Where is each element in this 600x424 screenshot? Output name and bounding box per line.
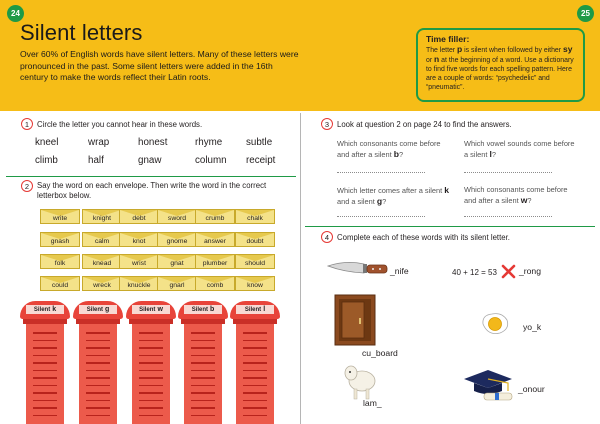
envelope-word: could (51, 281, 69, 289)
writing-line[interactable] (191, 407, 215, 409)
envelope-word: sword (167, 214, 187, 222)
postbox-label (26, 305, 64, 314)
writing-line[interactable] (86, 370, 110, 372)
header-band (0, 0, 600, 111)
envelope-card[interactable] (40, 276, 80, 291)
writing-line[interactable] (33, 347, 57, 349)
writing-line[interactable] (243, 385, 267, 387)
q4-word-honour[interactable]: _onour (518, 384, 545, 394)
writing-line[interactable] (33, 392, 57, 394)
writing-line[interactable] (243, 362, 267, 364)
writing-line[interactable] (86, 415, 110, 417)
postbox-label-text: Silent (191, 306, 209, 313)
envelope-word: should (244, 259, 266, 267)
question-number-3: 3 (321, 118, 333, 130)
writing-line[interactable] (191, 340, 215, 342)
q4-word-wrong[interactable]: _rong (519, 266, 541, 276)
postbox-label-text: Silent (244, 306, 262, 313)
envelope-word: knuckle (127, 281, 151, 289)
q1-word[interactable]: subtle (246, 137, 273, 148)
writing-line[interactable] (191, 362, 215, 364)
postbox-body (79, 324, 117, 424)
envelope-word: plumber (202, 259, 228, 267)
page-number-right: 25 (577, 5, 594, 22)
question-4-text: Complete each of these words with its silent letter. (337, 233, 510, 242)
writing-line[interactable] (86, 385, 110, 387)
writing-line[interactable] (191, 400, 215, 402)
cupboard-icon (334, 294, 376, 346)
envelope-word: gnome (166, 237, 188, 245)
writing-line[interactable] (243, 415, 267, 417)
postbox-letter: l (263, 306, 266, 313)
envelope-word: knot (132, 237, 146, 245)
divider-q3 (305, 226, 595, 227)
writing-line[interactable] (86, 340, 110, 342)
envelope-card[interactable] (119, 232, 159, 247)
envelope-word: answer (204, 237, 226, 245)
egg-yolk-icon (480, 312, 510, 336)
q3-prompt-4: Which consonants come before and after a silent w? (464, 185, 568, 205)
writing-line[interactable] (33, 407, 57, 409)
lamb-icon (343, 361, 379, 401)
q1-word[interactable]: gnaw (138, 155, 162, 166)
question-2-text: Say the word on each envelope. Then write the word in the correct letterbox below. (37, 181, 267, 200)
q1-word[interactable]: climb (35, 155, 58, 166)
q1-word[interactable]: half (88, 155, 104, 166)
envelope-card[interactable] (157, 232, 197, 247)
envelope-word: debt (132, 214, 146, 222)
writing-line[interactable] (33, 340, 57, 342)
answer-line[interactable] (337, 216, 425, 217)
q4-math: 40 + 12 = 53 (452, 268, 497, 277)
postbox-body (184, 324, 222, 424)
question-number-4: 4 (321, 231, 333, 243)
envelope-word: gnarl (169, 281, 185, 289)
writing-line[interactable] (243, 347, 267, 349)
writing-line[interactable] (139, 392, 163, 394)
writing-line[interactable] (191, 370, 215, 372)
question-1-text: Circle the letter you cannot hear in these words. (37, 120, 203, 129)
q1-word[interactable]: receipt (246, 155, 276, 166)
q4-word-lamb[interactable]: lam_ (363, 398, 382, 408)
writing-line[interactable] (243, 392, 267, 394)
q3-prompt-3: Which letter comes after a silent k and a silent g? (337, 185, 449, 206)
postbox-silent-b[interactable] (178, 301, 228, 424)
postbox-letter: w (157, 306, 163, 313)
page-number-left: 24 (7, 5, 24, 22)
postbox-letter: g (105, 306, 110, 313)
writing-line[interactable] (33, 370, 57, 372)
envelope-card[interactable] (119, 254, 159, 269)
writing-line[interactable] (191, 392, 215, 394)
writing-line[interactable] (243, 332, 267, 334)
writing-line[interactable] (243, 377, 267, 379)
writing-line[interactable] (139, 362, 163, 364)
answer-line[interactable] (464, 216, 552, 217)
envelope-card[interactable] (157, 254, 197, 269)
envelope-word: knead (92, 259, 112, 267)
writing-line[interactable] (139, 370, 163, 372)
time-filler-box (416, 28, 585, 102)
q1-word[interactable]: kneel (35, 137, 59, 148)
writing-line[interactable] (191, 385, 215, 387)
writing-line[interactable] (243, 355, 267, 357)
envelope-card[interactable] (82, 276, 122, 291)
writing-line[interactable] (86, 407, 110, 409)
writing-line[interactable] (191, 415, 215, 417)
envelope-word: knight (92, 214, 112, 222)
envelope-card[interactable] (82, 254, 122, 269)
envelope-card[interactable] (157, 209, 197, 224)
postbox-letter: k (52, 306, 57, 313)
question-number-1: 1 (21, 118, 33, 130)
writing-line[interactable] (191, 355, 215, 357)
q1-word[interactable]: column (195, 155, 227, 166)
envelope-card[interactable] (195, 209, 235, 224)
q1-word[interactable]: rhyme (195, 137, 223, 148)
writing-line[interactable] (139, 340, 163, 342)
postbox-label-text: Silent (139, 306, 156, 313)
postbox-label-text: Silent (33, 306, 51, 313)
envelope-word: wreck (93, 281, 111, 289)
writing-line[interactable] (33, 362, 57, 364)
q1-word[interactable]: wrap (88, 137, 110, 148)
envelope-card[interactable] (235, 276, 275, 291)
writing-line[interactable] (86, 332, 110, 334)
envelope-card[interactable] (235, 254, 275, 269)
writing-line[interactable] (139, 415, 163, 417)
writing-line[interactable] (243, 370, 267, 372)
page-gutter (300, 113, 301, 424)
knife-icon (326, 258, 388, 280)
writing-line[interactable] (243, 340, 267, 342)
graduation-cap-icon (462, 367, 516, 403)
writing-line[interactable] (139, 385, 163, 387)
envelope-card[interactable] (195, 232, 235, 247)
question-3-text: Look at question 2 on page 24 to find the answers. (337, 120, 512, 129)
writing-line[interactable] (191, 332, 215, 334)
envelope-card[interactable] (195, 276, 235, 291)
page-title: Silent letters (20, 20, 143, 45)
envelope-word: comb (206, 281, 224, 289)
answer-line[interactable] (337, 172, 425, 173)
envelope-card[interactable] (82, 232, 122, 247)
envelope-card[interactable] (82, 209, 122, 224)
postbox-label (236, 305, 274, 314)
intro-text: Over 60% of English words have silent letters. Many of these letters were pronounced in the past. Some silent letters were added in the 16th century to make the words reflect their Latin roots. (20, 49, 299, 82)
envelope-card[interactable] (40, 232, 80, 247)
postbox-letter: b (210, 306, 215, 313)
q4-word-cupboard[interactable]: cu_board (362, 348, 398, 358)
writing-line[interactable] (86, 362, 110, 364)
writing-line[interactable] (33, 355, 57, 357)
postbox-body (236, 324, 274, 424)
postbox-body (132, 324, 170, 424)
postbox-body (26, 324, 64, 424)
question-number-2: 2 (21, 180, 33, 192)
postbox-silent-k[interactable] (20, 301, 70, 424)
postbox-label (79, 305, 117, 314)
envelope-word: know (247, 281, 263, 289)
writing-line[interactable] (33, 385, 57, 387)
envelope-word: calm (94, 237, 110, 245)
q3-prompt-2: Which vowel sounds come before a silent l? (464, 139, 575, 159)
writing-line[interactable] (33, 400, 57, 402)
postbox-silent-l[interactable] (230, 301, 280, 424)
writing-line[interactable] (139, 355, 163, 357)
q4-word-yolk[interactable]: yo_k (523, 322, 542, 332)
q1-word[interactable]: honest (138, 137, 168, 148)
q3-prompt-1: Which consonants come before and after a silent b? (337, 139, 441, 159)
envelope-word: write (52, 214, 68, 222)
envelope-card[interactable] (235, 232, 275, 247)
envelope-card[interactable] (40, 209, 80, 224)
q4-word-knife[interactable]: _nife (390, 266, 409, 276)
postbox-label (184, 305, 222, 314)
envelope-card[interactable] (195, 254, 235, 269)
envelope-card[interactable] (119, 276, 159, 291)
postbox-silent-g[interactable] (73, 301, 123, 424)
envelope-word: chalk (247, 214, 263, 222)
envelope-word: folk (54, 259, 66, 267)
cross-icon (501, 264, 516, 279)
envelope-word: gnash (50, 237, 70, 245)
writing-line[interactable] (86, 355, 110, 357)
postbox-label-text: Silent (86, 306, 104, 313)
envelope-card[interactable] (157, 276, 197, 291)
envelope-word: wrist (132, 259, 146, 267)
answer-line[interactable] (464, 172, 552, 173)
divider-q1 (6, 176, 296, 177)
postbox-silent-w[interactable] (126, 301, 176, 424)
time-filler-title: Time filler: (426, 34, 470, 44)
writing-line[interactable] (86, 347, 110, 349)
envelope-word: crumb (205, 214, 225, 222)
writing-line[interactable] (191, 377, 215, 379)
envelope-card[interactable] (119, 209, 159, 224)
writing-line[interactable] (243, 407, 267, 409)
envelope-word: gnat (170, 259, 184, 267)
writing-line[interactable] (86, 392, 110, 394)
writing-line[interactable] (139, 332, 163, 334)
time-filler-text: The letter p is silent when followed by either sy or n at the beginning of a word. Use a dictionary to find five words for each spelling pattern. Here are a couple of words: “psychedelic” and “pneumatic”. (426, 44, 574, 91)
writing-line[interactable] (139, 400, 163, 402)
writing-line[interactable] (139, 347, 163, 349)
writing-line[interactable] (191, 347, 215, 349)
envelope-card[interactable] (40, 254, 80, 269)
writing-line[interactable] (33, 415, 57, 417)
q1-word-grid (35, 137, 295, 166)
writing-line[interactable] (33, 377, 57, 379)
postbox-label (132, 305, 170, 314)
envelope-card[interactable] (235, 209, 275, 224)
writing-line[interactable] (86, 377, 110, 379)
writing-line[interactable] (243, 400, 267, 402)
writing-line[interactable] (86, 400, 110, 402)
writing-line[interactable] (139, 377, 163, 379)
envelope-word: doubt (246, 237, 264, 245)
writing-line[interactable] (33, 332, 57, 334)
writing-line[interactable] (139, 407, 163, 409)
